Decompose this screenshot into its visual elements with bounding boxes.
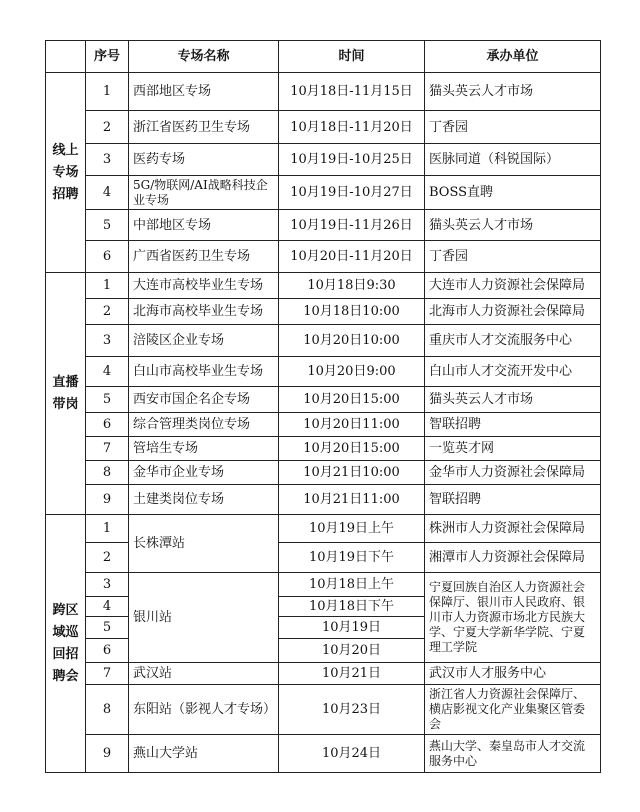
row-time: 10月18日上午 xyxy=(279,573,425,597)
row-org: 医脉同道（科锐国际） xyxy=(425,144,601,176)
row-no: 3 xyxy=(86,325,129,357)
table-row xyxy=(46,111,601,144)
header-row xyxy=(46,41,601,73)
row-name: 西部地区专场 xyxy=(129,73,279,111)
header-time: 时间 xyxy=(279,41,425,73)
row-no: 5 xyxy=(86,617,129,639)
station-name: 长株潭站 xyxy=(129,515,279,573)
row-no: 4 xyxy=(86,176,129,210)
row-no: 8 xyxy=(86,685,129,735)
row-time: 10月18日10:00 xyxy=(279,299,425,325)
row-no: 5 xyxy=(86,387,129,413)
row-no: 9 xyxy=(86,735,129,773)
row-no: 7 xyxy=(86,437,129,461)
row-no: 3 xyxy=(86,573,129,597)
row-name: 5G/物联网/AI战略科技企业专场 xyxy=(129,176,279,210)
row-no: 3 xyxy=(86,144,129,176)
row-org: 北海市人力资源社会保障局 xyxy=(425,299,601,325)
header-org: 承办单位 xyxy=(425,41,601,73)
row-name: 广西省医药卫生专场 xyxy=(129,241,279,273)
row-no: 2 xyxy=(86,299,129,325)
table-row xyxy=(46,437,601,461)
table-row xyxy=(46,735,601,773)
row-org: 武汉市人才服务中心 xyxy=(425,663,601,685)
row-no: 1 xyxy=(86,515,129,543)
row-no: 9 xyxy=(86,485,129,515)
row-org: 丁香园 xyxy=(425,111,601,144)
row-time: 10月24日 xyxy=(279,735,425,773)
table-row xyxy=(46,144,601,176)
table-row xyxy=(46,176,601,210)
row-org: 株洲市人力资源社会保障局 xyxy=(425,515,601,543)
row-time: 10月20日9:00 xyxy=(279,357,425,387)
table-row xyxy=(46,461,601,485)
row-no: 4 xyxy=(86,357,129,387)
station-name: 东阳站（影视人才专场） xyxy=(129,685,279,735)
row-no: 4 xyxy=(86,597,129,617)
row-name: 管培生专场 xyxy=(129,437,279,461)
header-no: 序号 xyxy=(86,41,129,73)
row-no: 1 xyxy=(86,73,129,111)
row-time: 10月19日下午 xyxy=(279,543,425,573)
row-time: 10月20日15:00 xyxy=(279,387,425,413)
row-org: BOSS直聘 xyxy=(425,176,601,210)
row-org: 浙江省人力资源社会保障厅、横店影视文化产业集聚区管委会 xyxy=(425,685,601,735)
row-name: 涪陵区企业专场 xyxy=(129,325,279,357)
row-org: 宁夏回族自治区人力资源社会保障厅、银川市人民政府、银川市人力资源市场北方民族大学、宁夏大学新华学院、宁夏理工学院 xyxy=(425,573,601,663)
row-no: 6 xyxy=(86,241,129,273)
row-no: 6 xyxy=(86,413,129,437)
row-name: 白山市高校毕业生专场 xyxy=(129,357,279,387)
row-org: 湘潭市人力资源社会保障局 xyxy=(425,543,601,573)
row-time: 10月20日10:00 xyxy=(279,325,425,357)
row-no: 7 xyxy=(86,663,129,685)
row-no: 6 xyxy=(86,639,129,663)
row-time: 10月18日9:30 xyxy=(279,273,425,299)
table-row xyxy=(46,685,601,735)
row-org: 猫头英云人才市场 xyxy=(425,73,601,111)
category-tour: 跨区域巡回招聘会 xyxy=(46,515,86,773)
row-no: 5 xyxy=(86,210,129,241)
row-time: 10月19日-10月25日 xyxy=(279,144,425,176)
table-row xyxy=(46,515,601,543)
row-name: 土建类岗位专场 xyxy=(129,485,279,515)
category-live: 直播带岗 xyxy=(46,273,86,515)
station-name: 燕山大学站 xyxy=(129,735,279,773)
header-category xyxy=(46,41,86,73)
row-time: 10月21日10:00 xyxy=(279,461,425,485)
row-org: 智联招聘 xyxy=(425,485,601,515)
row-time: 10月19日 xyxy=(279,617,425,639)
job-fair-schedule-table xyxy=(45,40,601,773)
row-name: 医药专场 xyxy=(129,144,279,176)
row-time: 10月19日上午 xyxy=(279,515,425,543)
table-row xyxy=(46,413,601,437)
table-row xyxy=(46,485,601,515)
row-name: 金华市企业专场 xyxy=(129,461,279,485)
row-name: 中部地区专场 xyxy=(129,210,279,241)
row-time: 10月20日-11月20日 xyxy=(279,241,425,273)
category-online: 线上专场招聘 xyxy=(46,73,86,273)
row-no: 2 xyxy=(86,543,129,573)
table-row xyxy=(46,325,601,357)
header-name: 专场名称 xyxy=(129,41,279,73)
table-row xyxy=(46,299,601,325)
row-time: 10月20日 xyxy=(279,639,425,663)
table-row xyxy=(46,241,601,273)
row-time: 10月23日 xyxy=(279,685,425,735)
row-org: 丁香园 xyxy=(425,241,601,273)
row-name: 综合管理类岗位专场 xyxy=(129,413,279,437)
station-name: 银川站 xyxy=(129,573,279,663)
row-org: 白山市人才交流开发中心 xyxy=(425,357,601,387)
station-name: 武汉站 xyxy=(129,663,279,685)
table-row xyxy=(46,273,601,299)
row-no: 2 xyxy=(86,111,129,144)
row-time: 10月19日-11月26日 xyxy=(279,210,425,241)
table-row xyxy=(46,663,601,685)
row-org: 猫头英云人才市场 xyxy=(425,210,601,241)
row-org: 大连市人力资源社会保障局 xyxy=(425,273,601,299)
row-org: 一览英才网 xyxy=(425,437,601,461)
row-time: 10月18日-11月20日 xyxy=(279,111,425,144)
row-no: 8 xyxy=(86,461,129,485)
table-row xyxy=(46,573,601,597)
row-org: 燕山大学、秦皇岛市人才交流服务中心 xyxy=(425,735,601,773)
row-time: 10月20日11:00 xyxy=(279,413,425,437)
row-time: 10月20日15:00 xyxy=(279,437,425,461)
row-time: 10月21日11:00 xyxy=(279,485,425,515)
row-name: 西安市国企名企专场 xyxy=(129,387,279,413)
row-time: 10月21日 xyxy=(279,663,425,685)
row-no: 1 xyxy=(86,273,129,299)
row-name: 北海市高校毕业生专场 xyxy=(129,299,279,325)
row-org: 重庆市人才交流服务中心 xyxy=(425,325,601,357)
row-time: 10月18日下午 xyxy=(279,597,425,617)
row-time: 10月18日-11月15日 xyxy=(279,73,425,111)
table-row xyxy=(46,210,601,241)
row-org: 金华市人力资源社会保障局 xyxy=(425,461,601,485)
table-row xyxy=(46,73,601,111)
row-org: 智联招聘 xyxy=(425,413,601,437)
row-org: 猫头英云人才市场 xyxy=(425,387,601,413)
table-row xyxy=(46,387,601,413)
row-time: 10月19日-10月27日 xyxy=(279,176,425,210)
row-name: 浙江省医药卫生专场 xyxy=(129,111,279,144)
row-name: 大连市高校毕业生专场 xyxy=(129,273,279,299)
table-row xyxy=(46,357,601,387)
